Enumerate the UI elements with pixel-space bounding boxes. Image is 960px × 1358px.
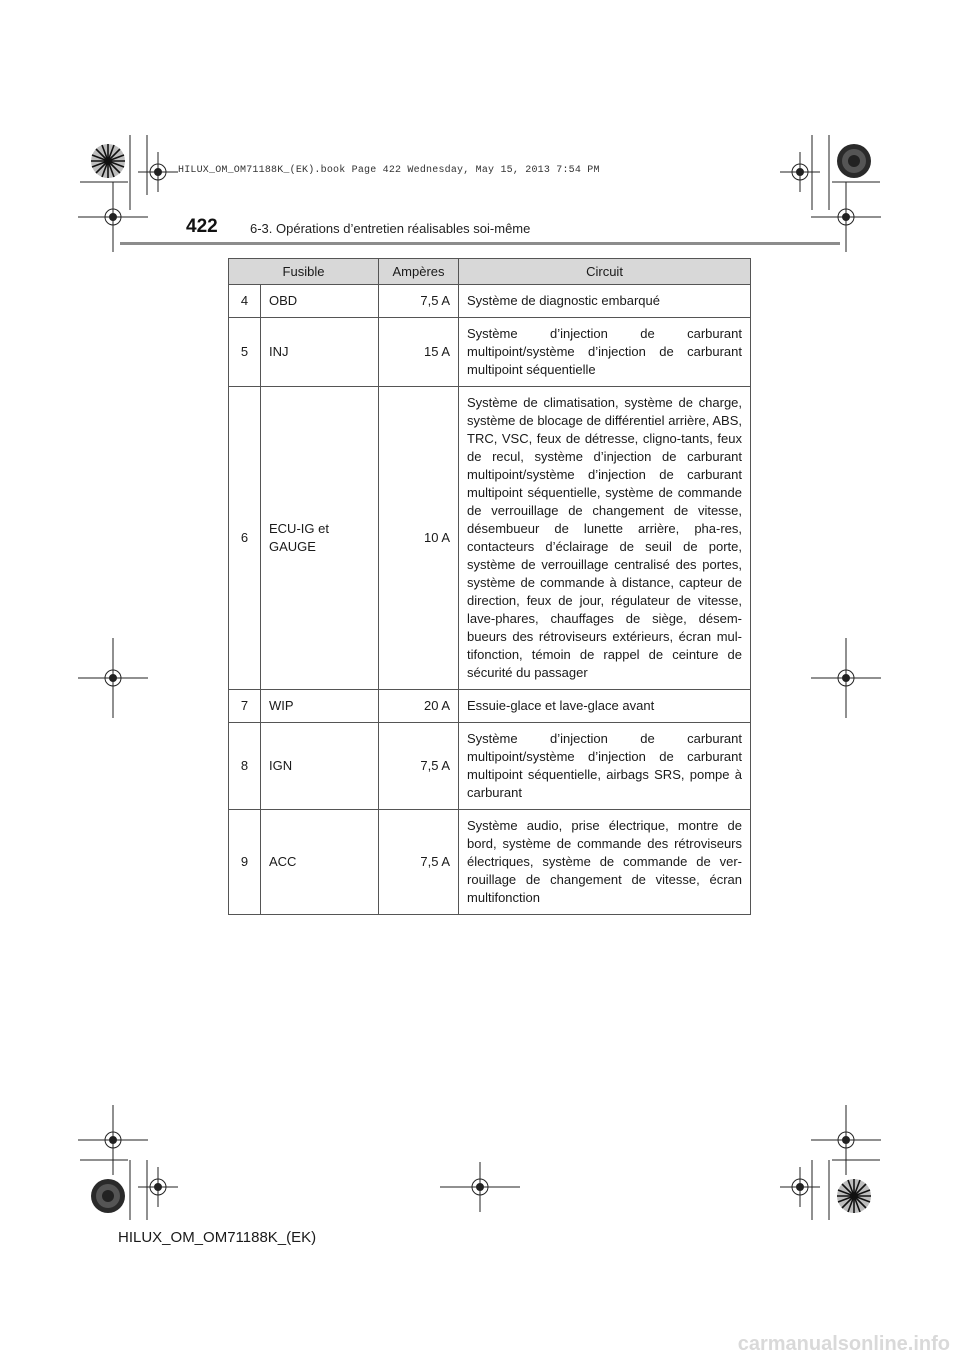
fuse-name: INJ	[261, 318, 379, 387]
fuse-circuit: Système de diagnostic embarqué	[459, 285, 751, 318]
fuse-amps: 10 A	[379, 387, 459, 690]
fuse-number: 7	[229, 690, 261, 723]
table-row	[229, 387, 751, 690]
fuse-circuit: Système d’injection de carburant multipoint/système d’injection de carburant multipoint séquentielle	[459, 318, 751, 387]
table-row	[229, 723, 751, 810]
fuse-circuit: Système d’injection de carburant multipoint/système d’injection de carburant multipoint séquentielle, airbags SRS, pompe à carburant	[459, 723, 751, 810]
fuse-number: 4	[229, 285, 261, 318]
section-title: 6-3. Opérations d’entretien réalisables soi-même	[250, 221, 531, 236]
table-row	[229, 690, 751, 723]
header-circuit: Circuit	[459, 259, 751, 285]
fuse-circuit: Système de climatisation, système de charge, système de blocage de différentiel arrière, ABS, TRC, VSC, feux de détresse, cligno-tants, feux de recul, système d’injection de carburant multipoint/système d’injection de carburant multipoint séquentielle, système de commande de verrouillage de changement de vitesse, désembueur de lunette arrière, pha-res, contacteurs d’éclairage de seuil de porte, système de verrouillage centralisé des portes, système de commande à distance, capteur de direction, feux de jour, régulateur de vitesse, lave-phares, chauffages de siège, désem-bueurs des rétroviseurs extérieurs, écran mul-tifonction, témoin de rappel de ceinture de sécurité du passager	[459, 387, 751, 690]
table-row	[229, 810, 751, 915]
print-metadata: HILUX_OM_OM71188K_(EK).book Page 422 Wednesday, May 15, 2013 7:54 PM	[178, 165, 600, 176]
fuse-amps: 7,5 A	[379, 810, 459, 915]
header-rule	[120, 242, 840, 245]
table-row	[229, 285, 751, 318]
document-code: HILUX_OM_OM71188K_(EK)	[118, 1229, 317, 1246]
fuse-name: ECU-IG et GAUGE	[261, 387, 379, 690]
header-fuse: Fusible	[229, 259, 379, 285]
fuse-number: 8	[229, 723, 261, 810]
watermark: carmanualsonline.info	[737, 1333, 950, 1355]
fuse-amps: 20 A	[379, 690, 459, 723]
table-header-row	[229, 259, 751, 285]
fuse-name: IGN	[261, 723, 379, 810]
fuse-circuit: Système audio, prise électrique, montre de bord, système de commande des rétroviseurs électriques, système de commande de ver-rouillage de changement de vitesse, écran multifonction	[459, 810, 751, 915]
fuse-amps: 7,5 A	[379, 723, 459, 810]
fuse-number: 6	[229, 387, 261, 690]
fuse-number: 9	[229, 810, 261, 915]
fuse-name: OBD	[261, 285, 379, 318]
fuse-number: 5	[229, 318, 261, 387]
fuse-name: ACC	[261, 810, 379, 915]
header-amps: Ampères	[379, 259, 459, 285]
fuse-amps: 15 A	[379, 318, 459, 387]
page-number: 422	[186, 216, 218, 237]
table-row	[229, 318, 751, 387]
fuse-circuit: Essuie-glace et lave-glace avant	[459, 690, 751, 723]
fuse-name: WIP	[261, 690, 379, 723]
fuse-amps: 7,5 A	[379, 285, 459, 318]
fuse-table	[228, 258, 751, 915]
